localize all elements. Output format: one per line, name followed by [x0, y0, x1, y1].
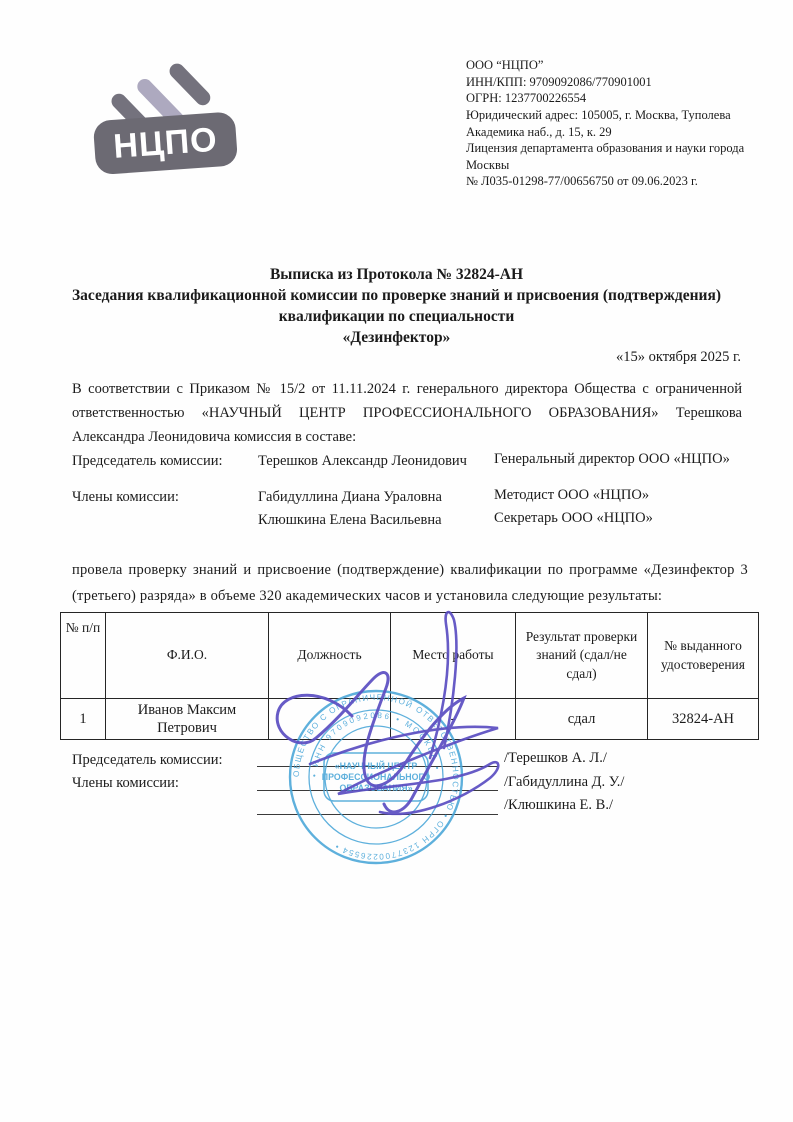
results-paragraph: провела проверку знаний и присвоение (подтверждение) квалификации по программе «Дезинфектор 3 (третьего) разряда» в объеме 320 академических часов и установила следующие результаты: — [72, 562, 748, 604]
col-header-fio: Ф.И.О. — [106, 613, 269, 699]
signature-name: /Клюшкина Е. В./ — [504, 797, 613, 813]
logo-wordmark-text: НЦПО — [112, 120, 219, 166]
signature-names — [504, 747, 624, 818]
company-details — [466, 57, 748, 190]
company-name-line: ООО “НЦПО” — [466, 58, 544, 72]
commission-member-name: Габидуллина Диана Ураловна — [258, 489, 442, 505]
cell-result: сдал — [516, 699, 648, 740]
col-header-position: Должность — [269, 613, 391, 699]
company-logo — [88, 39, 249, 177]
col-header-cert-number: № выданного удостоверения — [648, 613, 759, 699]
commission-chairman-label: Председатель комиссии: — [72, 453, 223, 469]
commission-members-label: Члены комиссии: — [72, 489, 179, 505]
col-header-workplace: Место работы — [391, 613, 516, 699]
signature-chairman-label: Председатель комиссии: — [72, 752, 223, 768]
signature-name: /Терешков А. Л./ — [504, 750, 607, 766]
company-license-line: Лицензия департамента образования и науки города Москвы — [466, 141, 745, 172]
title-line-2: Заседания квалификационной комиссии по проверке знаний и присвоения (подтверждения) — [72, 287, 721, 304]
svg-text:«НАУЧНЫЙ ЦЕНТР: «НАУЧНЫЙ ЦЕНТР — [334, 761, 418, 771]
commission-chairman-role: Генеральный директор ООО «НЦПО» — [494, 451, 730, 467]
stamp-outer-ring-text: ОБЩЕСТВО С ОГРАНИЧЕННОЙ ОТВЕТСТВЕННОСТЬЮ • ОГРН 1237700226554 • — [291, 692, 461, 862]
company-ogrn-line: ОГРН: 1237700226554 — [466, 91, 587, 106]
col-header-number: № п/п — [61, 613, 106, 699]
logo-bar-icon — [166, 61, 213, 109]
logo-wordmark — [93, 111, 238, 175]
cell-cert-number: 32824-АН — [648, 699, 759, 740]
stamp-inner-ring-text: • ИНН 9709092086 • МОСКВА • — [309, 710, 442, 778]
col-header-result: Результат проверки знаний (сдал/не сдал) — [516, 613, 648, 699]
document-date: «15» октября 2025 г. — [615, 349, 741, 365]
company-address-line: Юридический адрес: 105005, г. Москва, Туполева Академика наб., д. 15, к. 29 — [466, 107, 731, 139]
commission-member-name: Клюшкина Елена Васильевна — [258, 512, 442, 528]
signature-name: /Габидуллина Д. У./ — [504, 773, 625, 790]
handwritten-signature — [260, 598, 510, 828]
svg-text:ПРОФЕССИОНАЛЬНОГО: ПРОФЕССИОНАЛЬНОГО — [321, 772, 431, 782]
commission-member-role: Секретарь ООО «НЦПО» — [494, 510, 653, 526]
title-line-4: «Дезинфектор» — [342, 329, 451, 346]
cell-number: 1 — [61, 699, 106, 740]
svg-text:ОБРАЗОВАНИЯ»: ОБРАЗОВАНИЯ» — [339, 783, 413, 793]
company-license-number-line: № Л035-01298-77/00656750 от 09.06.2023 г. — [466, 174, 698, 189]
commission-member-role: Методист ООО «НЦПО» — [494, 487, 650, 503]
cell-fio: Иванов Максим Петрович — [106, 699, 269, 740]
cell-workplace: - — [391, 699, 516, 740]
commission-chairman-name: Терешков Александр Леонидович — [258, 453, 467, 469]
signature-members-label: Члены комиссии: — [72, 775, 179, 791]
title-line-3: квалификации по специальности — [278, 308, 515, 325]
company-inn-line: ИНН/КПП: 9709092086/770901001 — [466, 74, 652, 89]
document-title — [40, 264, 753, 348]
intro-paragraph: В соответствии с Приказом № 15/2 от 11.11.2024 г. генерального директора Общества с ограниченной ответственностью «НАУЧНЫЙ ЦЕНТР ПРОФЕССИОНАЛЬНОГО ОБРАЗОВАНИЯ» Терешкова Александра Леонидовича комиссия в составе: — [72, 381, 742, 445]
title-line-1: Выписка из Протокола № 32824-АН — [269, 266, 524, 283]
